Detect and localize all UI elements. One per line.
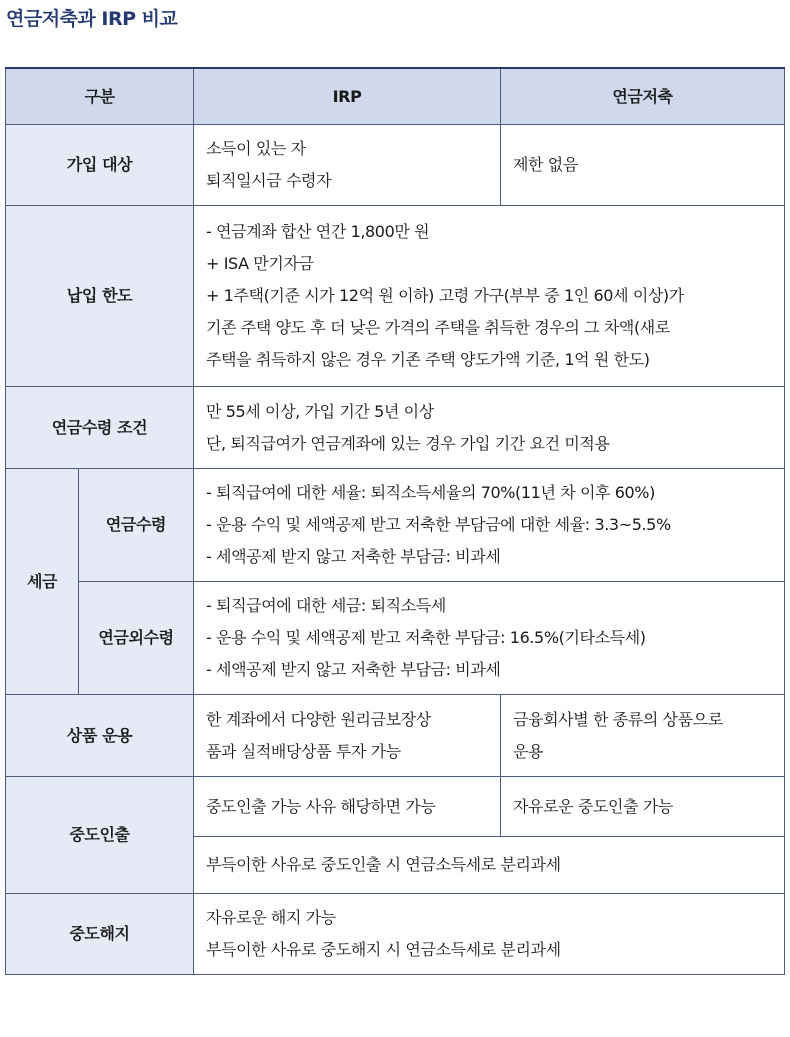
withdrawal-irp: 중도인출 가능 사유 해당하면 가능: [194, 777, 501, 837]
cell-line: - 운용 수익 및 세액공제 받고 저축한 부담금: 16.5%(기타소득세): [206, 628, 646, 647]
cell-line: - 세액공제 받지 않고 저축한 부담금: 비과세: [206, 660, 501, 679]
row-label-withdrawal: 중도인출: [6, 777, 194, 894]
row-limit: [6, 206, 785, 387]
cell-line: + ISA 만기자금: [206, 254, 314, 273]
row-label-tax-pension: 연금수령: [79, 469, 194, 582]
cell-line: 기존 주택 양도 후 더 낮은 가격의 주택을 취득한 경우의 그 차액(새로: [206, 318, 670, 337]
header-category: 구분: [6, 68, 194, 125]
cell-line: 퇴직일시금 수령자: [206, 171, 332, 190]
cell-line: 운용: [513, 741, 544, 761]
cell-line: 품과 실적배당상품 투자 가능: [206, 741, 401, 761]
limit-content: [194, 206, 785, 387]
cell-line: - 퇴직급여에 대한 세율: 퇴직소득세율의 70%(11년 차 이후 60%): [206, 483, 655, 502]
withdrawal-pension: 자유로운 중도인출 가능: [501, 777, 785, 837]
eligibility-pension: 제한 없음: [501, 125, 785, 206]
cell-line: 주택을 취득하지 않은 경우 기존 주택 양도가액 기준, 1억 원 한도): [206, 350, 650, 369]
row-label-eligibility: 가입 대상: [6, 125, 194, 206]
receipt-condition-content: [194, 387, 785, 469]
cell-line: 소득이 있는 자: [206, 139, 306, 158]
row-label-tax: 세금: [6, 469, 79, 695]
tax-pension-content: [194, 469, 785, 582]
header-pension: 연금저축: [501, 68, 785, 125]
products-pension: [501, 695, 785, 777]
cell-line: 금융회사별 한 종류의 상품으로: [513, 709, 723, 729]
row-label-products: 상품 운용: [6, 695, 194, 777]
comparison-table: [5, 67, 785, 975]
cell-line: 단, 퇴직급여가 연금계좌에 있는 경우 가입 기간 요건 미적용: [206, 433, 610, 453]
row-tax-non-pension: [6, 582, 785, 695]
row-label-tax-non-pension: 연금외수령: [79, 582, 194, 695]
tax-non-pension-content: [194, 582, 785, 695]
row-receipt-condition: [6, 387, 785, 469]
row-withdrawal: [6, 777, 785, 837]
cell-line: - 세액공제 받지 않고 저축한 부담금: 비과세: [206, 547, 501, 566]
header-irp: IRP: [194, 68, 501, 125]
page-title: 연금저축과 IRP 비교: [6, 8, 178, 30]
row-tax-pension: [6, 469, 785, 582]
row-products: [6, 695, 785, 777]
cell-line: + 1주택(기준 시가 12억 원 이하) 고령 가구(부부 중 1인 60세 이상)가: [206, 286, 684, 305]
cell-line: - 운용 수익 및 세액공제 받고 저축한 부담금에 대한 세율: 3.3~5.5%: [206, 515, 671, 534]
cell-line: 자유로운 해지 가능: [206, 908, 336, 927]
row-label-limit: 납입 한도: [6, 206, 194, 387]
row-label-receipt-condition: 연금수령 조건: [6, 387, 194, 469]
cell-line: - 연금계좌 합산 연간 1,800만 원: [206, 222, 430, 241]
row-label-termination: 중도해지: [6, 894, 194, 975]
cell-line: - 퇴직급여에 대한 세금: 퇴직소득세: [206, 596, 446, 615]
termination-content: [194, 894, 785, 975]
withdrawal-common: 부득이한 사유로 중도인출 시 연금소득세로 분리과세: [194, 837, 785, 894]
row-termination: [6, 894, 785, 975]
eligibility-irp: [194, 125, 501, 206]
cell-line: 부득이한 사유로 중도해지 시 연금소득세로 분리과세: [206, 940, 561, 959]
table-header-row: [6, 68, 785, 125]
cell-line: 만 55세 이상, 가입 기간 5년 이상: [206, 401, 434, 421]
products-irp: [194, 695, 501, 777]
cell-line: 한 계좌에서 다양한 원리금보장상: [206, 709, 431, 729]
row-eligibility: [6, 125, 785, 206]
